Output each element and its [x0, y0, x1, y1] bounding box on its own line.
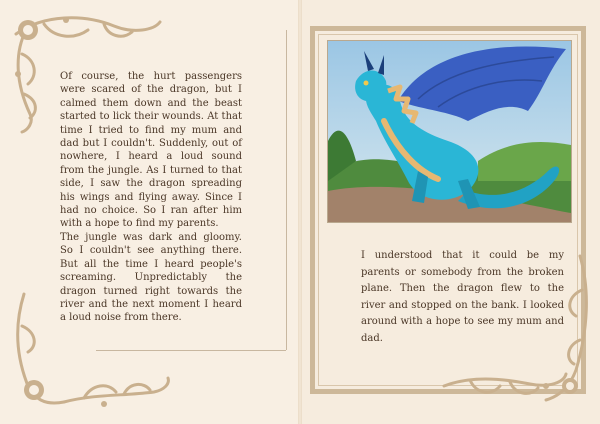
story-paragraph: Of course, the hurt passengers were scared of the dragon, but I calmed them down and the beast started to lick their wounds. At that time I tried to find my mum and dad but I couldn't. Suddenly, out of nowhere, I heard a loud sound from the jungle. As I turned to that side, I saw the dragon spreading his wings and flying away. Since I had no choice. So I ran after him with a hope to find my parents. [60, 71, 242, 230]
left-page-text [60, 70, 242, 325]
blue-dragon-drawing-icon [328, 41, 571, 222]
right-page-text: I understood that it could be my parents or somebody from the broken plane. Then the dragon flew to the river and stopped on the bank. I looked around with a hope to see my mum and dad. [361, 250, 564, 344]
dragon-illustration [327, 40, 572, 223]
story-paragraph: The jungle was dark and gloomy. So I couldn't see anything there. But all the time I heard people's screaming. Unpredictably the dragon turned right towards the river and the next moment I heard a loud noise from there. [60, 231, 242, 324]
corner-flourish-bottom-right-icon [440, 356, 570, 408]
book-spine [298, 0, 302, 424]
left-page-rule [286, 30, 287, 350]
